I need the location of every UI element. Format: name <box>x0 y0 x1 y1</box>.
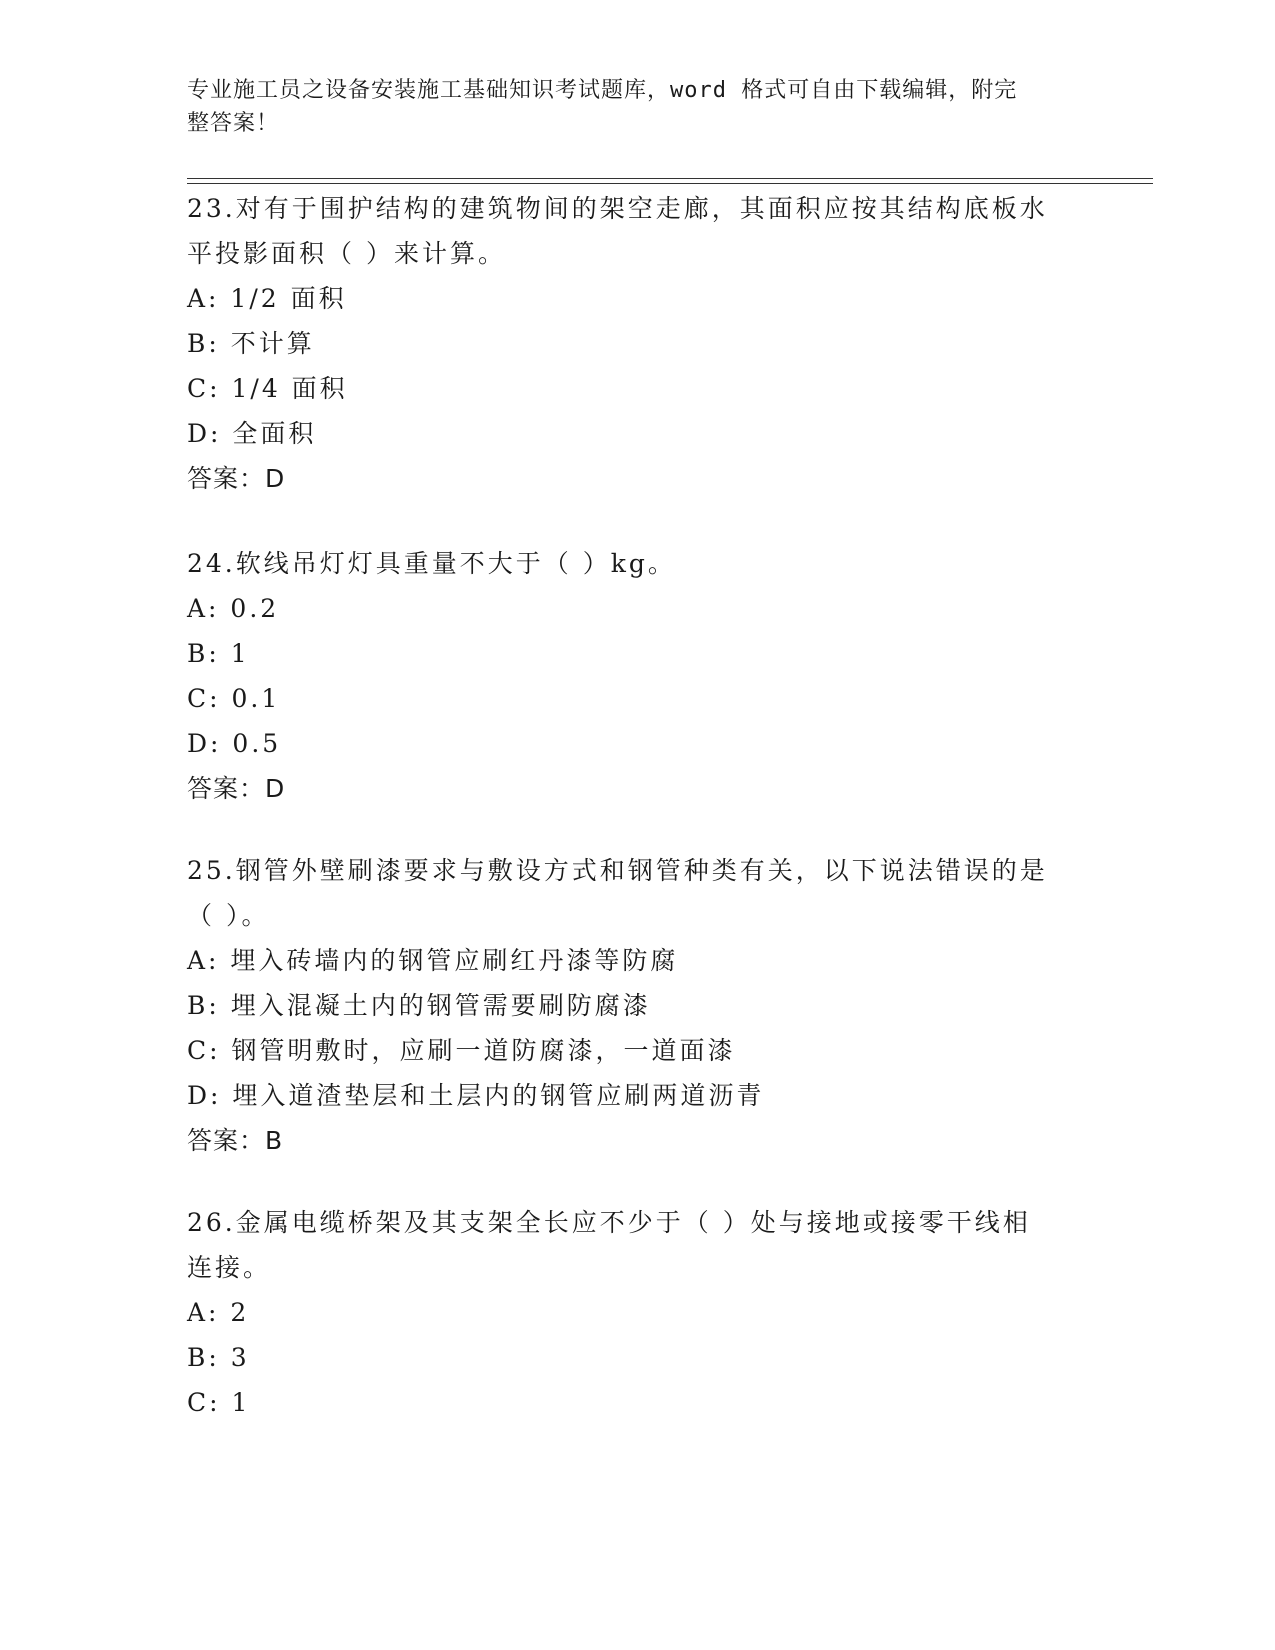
question-stem-continued: 连接。 <box>187 1253 272 1282</box>
option-a: A: 2 <box>187 1298 250 1327</box>
answer: 答案：B <box>187 1126 284 1155</box>
option-d: D: 埋入道渣垫层和土层内的钢管应刷两道沥青 <box>187 1081 765 1110</box>
option-d: D: 0.5 <box>187 729 282 758</box>
question-stem: 24.软线吊灯灯具重量不大于（ ）kg。 <box>187 549 676 578</box>
option-d: D: 全面积 <box>187 419 317 448</box>
option-b: B: 3 <box>187 1343 250 1372</box>
option-a: A: 0.2 <box>187 594 280 623</box>
question-23 <box>187 186 1087 501</box>
document-header <box>187 74 1067 140</box>
option-c: C: 1/4 面积 <box>187 374 348 403</box>
option-b: B: 1 <box>187 639 250 668</box>
question-26 <box>187 1200 1087 1425</box>
option-c: C: 0.1 <box>187 684 281 713</box>
header-divider-bottom <box>187 183 1153 184</box>
option-a: A: 1/2 面积 <box>187 284 347 313</box>
header-line-2: 整答案！ <box>187 111 280 136</box>
header-line-1: 专业施工员之设备安装施工基础知识考试题库，word 格式可自由下载编辑，附完 <box>187 78 1018 103</box>
answer: 答案：D <box>187 774 286 803</box>
question-stem-continued: 平投影面积（ ）来计算。 <box>187 239 506 268</box>
question-stem: 23.对有于围护结构的建筑物间的架空走廊，其面积应按其结构底板水 <box>187 194 1048 223</box>
question-stem: 26.金属电缆桥架及其支架全长应不少于（ ）处与接地或接零干线相 <box>187 1208 1031 1237</box>
option-b: B: 埋入混凝土内的钢管需要刷防腐漆 <box>187 991 651 1020</box>
question-24 <box>187 541 1087 811</box>
question-stem-continued: （ ）。 <box>187 901 270 930</box>
option-a: A: 埋入砖墙内的钢管应刷红丹漆等防腐 <box>187 946 679 975</box>
option-c: C: 1 <box>187 1388 251 1417</box>
header-divider-top <box>187 178 1153 179</box>
answer: 答案：D <box>187 464 286 493</box>
question-stem: 25.钢管外壁刷漆要求与敷设方式和钢管种类有关，以下说法错误的是 <box>187 856 1048 885</box>
option-c: C: 钢管明敷时，应刷一道防腐漆，一道面漆 <box>187 1036 736 1065</box>
option-b: B: 不计算 <box>187 329 315 358</box>
question-25 <box>187 848 1087 1163</box>
